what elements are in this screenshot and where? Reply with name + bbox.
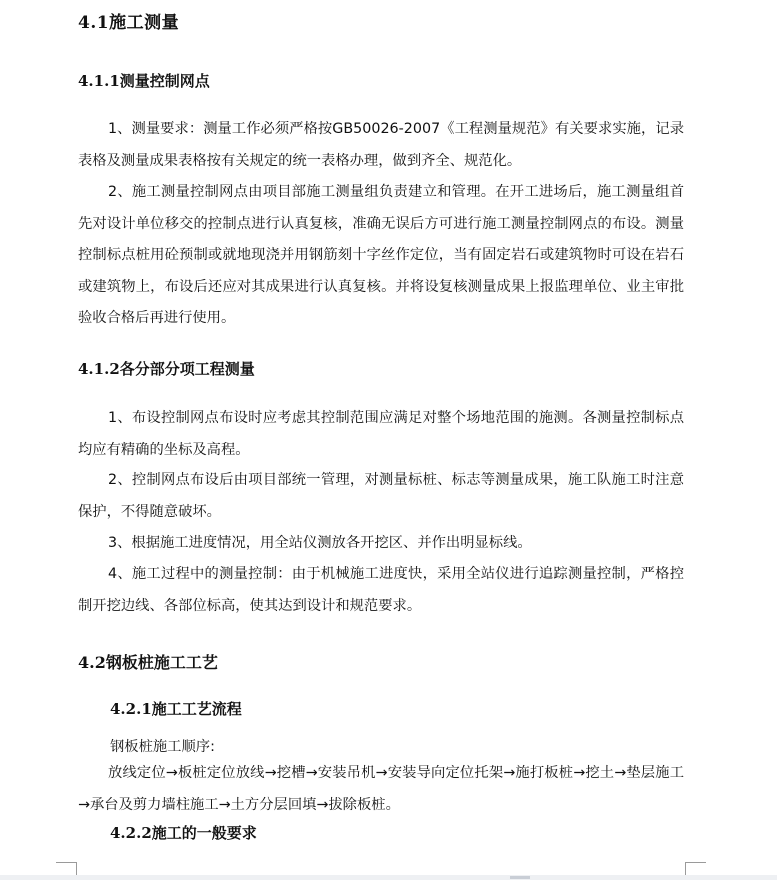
process-sequence: 放线定位→板桩定位放线→挖槽→安装吊机→安装导向定位托架→施打板桩→挖土→垫层施工→承台及剪力墙柱施工→土方分层回填→拔除板桩。 — [78, 765, 684, 813]
paragraph: 2、控制网点布设后由项目部统一管理，对测量标桩、标志等测量成果，施工队施工时注意保护，不得随意破坏。 — [78, 472, 684, 520]
paragraph: 4、施工过程中的测量控制：由于机械施工进度快，采用全站仪进行追踪测量控制，严格控制开挖边线、各部位标高，使其达到设计和规范要求。 — [78, 566, 684, 614]
heading-4-1-1: 4.1.1测量控制网点 — [78, 72, 210, 90]
heading-4-2-2: 4.2.2施工的一般要求 — [110, 824, 257, 842]
heading-4-2-1: 4.2.1施工工艺流程 — [110, 700, 242, 718]
scrollbar-thumb[interactable] — [510, 876, 530, 879]
sequence-label: 钢板桩施工顺序: — [110, 739, 215, 755]
heading-4-1-2: 4.1.2各分部分项工程测量 — [78, 360, 255, 378]
paragraph: 1、测量要求：测量工作必须严格按GB50026-2007《工程测量规范》有关要求实施，记录表格及测量成果表格按有关规定的统一表格办理，做到齐全、规范化。 — [78, 121, 684, 169]
paragraph: 3、根据施工进度情况，用全站仪测放各开挖区、并作出明显标线。 — [108, 535, 532, 551]
horizontal-scrollbar[interactable] — [0, 875, 777, 880]
heading-4-1: 4.1施工测量 — [78, 13, 180, 33]
heading-4-2: 4.2钢板桩施工工艺 — [78, 653, 218, 672]
paragraph: 1、布设控制网点布设时应考虑其控制范围应满足对整个场地范围的施测。各测量控制标点均应有精确的坐标及高程。 — [78, 410, 684, 458]
paragraph: 2、施工测量控制网点由项目部施工测量组负责建立和管理。在开工进场后，施工测量组首先对设计单位移交的控制点进行认真复核，准确无误后方可进行施工测量控制网点的布设。测量控制标点桩用砼预制或就地现浇并用钢筋刻十字丝作定位，当有固定岩石或建筑物时可设在岩石或建筑物上，布设后还应对其成果进行认真复核。并将设复核测量成果上报监理单位、业主审批验收合格后再进行使用。 — [78, 184, 684, 326]
